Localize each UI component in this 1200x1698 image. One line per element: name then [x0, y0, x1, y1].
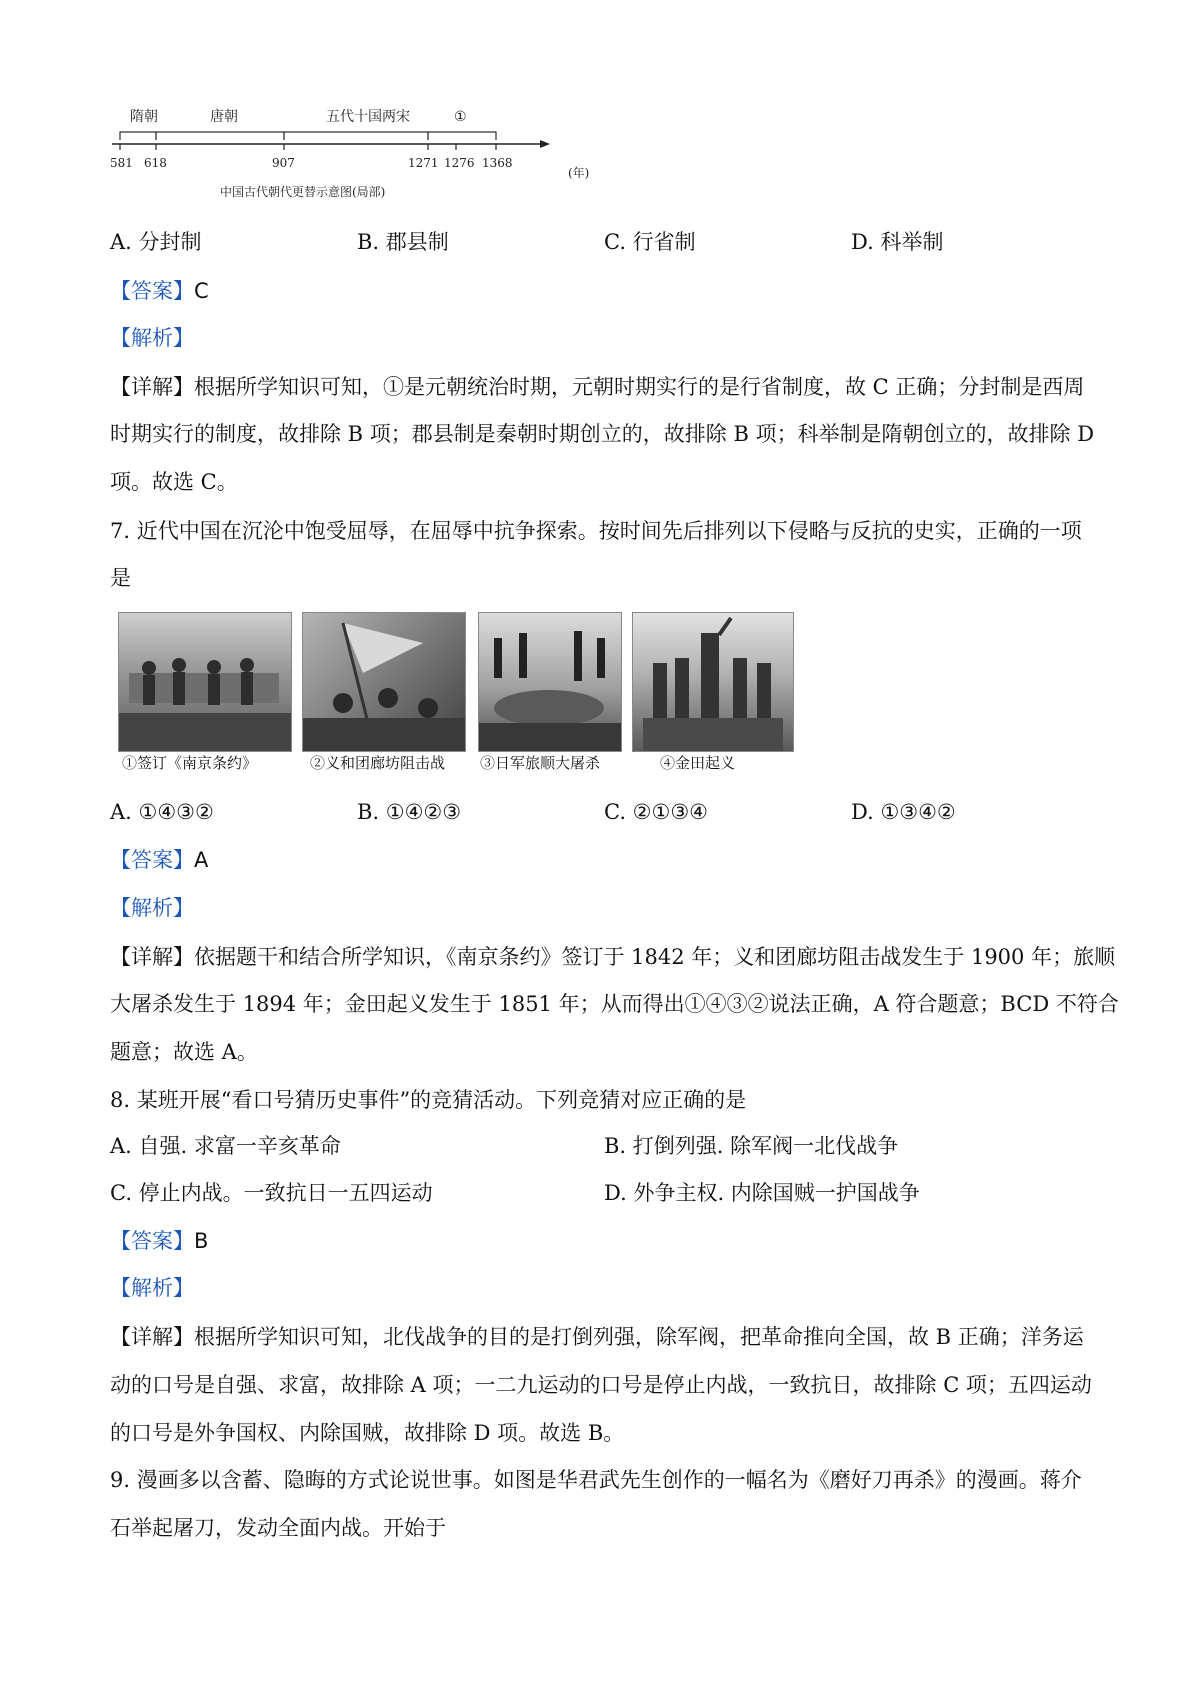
q8-option-c: C. 停止内战。一致抗日一五四运动 — [110, 1181, 433, 1205]
q7-stem-line-2: 是 — [110, 566, 131, 590]
q8-detail-line-3: 的口号是外争国权、内除国贼，故排除 D 项。故选 B。 — [110, 1421, 625, 1445]
photo-nanjing-treaty — [118, 612, 292, 752]
q8-detail-line-2: 动的口号是自强、求富，故排除 A 项；一二九运动的口号是停止内战，一致抗日，故排除 C 项；五四运动 — [110, 1373, 1092, 1397]
q9-stem-line-1: 9. 漫画多以含蓄、隐晦的方式论说世事。如图是华君武先生创作的一幅名为《磨好刀再杀》的漫画。蒋介 — [110, 1468, 1082, 1492]
q7-detail-line-3: 题意；故选 A。 — [110, 1040, 258, 1064]
timeline-ticks — [120, 144, 496, 150]
timeline-caption: 中国古代朝代更替示意图(局部) — [220, 185, 386, 199]
q7-answer — [110, 845, 208, 875]
photo-caption-2: ②义和团廊坊阻击战 — [310, 754, 446, 772]
timeline-period-sui: 隋朝 — [130, 109, 158, 125]
photo-caption-4: ④金田起义 — [660, 754, 736, 772]
q6-detail-line-2: 时期实行的制度，故排除 B 项；郡县制是秦朝时期创立的，故排除 B 项；科举制是隋朝创立的，故排除 D — [110, 422, 1095, 446]
q6-detail-line-1: 【详解】根据所学知识可知，①是元朝统治时期，元朝时期实行的是行省制度，故 C 正确；分封制是西周 — [110, 375, 1085, 399]
q7-option-a: A. ①④③② — [110, 800, 214, 824]
timeline-year-581: 581 — [110, 156, 133, 170]
timeline-year-907: 907 — [272, 156, 295, 170]
q8-stem: 8. 某班开展“看口号猜历史事件”的竞猜活动。下列竞猜对应正确的是 — [110, 1088, 747, 1112]
q6-option-d: D. 科举制 — [851, 230, 944, 254]
answer-value: B — [194, 1229, 209, 1253]
timeline-year-1271: 1271 — [408, 156, 439, 170]
photo-lushun-massacre — [478, 612, 622, 752]
timeline-brackets — [120, 132, 496, 140]
answer-value: A — [194, 848, 209, 872]
photo-caption-3: ③日军旅顺大屠杀 — [480, 754, 601, 772]
answer-label: 【答案】 — [110, 848, 194, 872]
q7-analysis-label: 【解析】 — [110, 896, 194, 920]
q8-option-a: A. 自强. 求富一辛亥革命 — [110, 1134, 341, 1158]
photo-langfang-battle — [302, 612, 466, 752]
q7-detail-line-2: 大屠杀发生于 1894 年；金田起义发生于 1851 年；从而得出①④③②说法正确，A 符合题意；BCD 不符合 — [110, 992, 1119, 1016]
q6-analysis-label: 【解析】 — [110, 326, 194, 350]
q8-analysis-label: 【解析】 — [110, 1276, 194, 1300]
timeline-period-tang: 唐朝 — [210, 109, 238, 125]
q8-option-b: B. 打倒列强. 除军阀一北伐战争 — [604, 1134, 899, 1158]
photo-jintian-uprising — [632, 612, 794, 752]
q7-option-b: B. ①④②③ — [357, 800, 462, 824]
q6-option-b: B. 郡县制 — [357, 230, 449, 254]
q7-option-d: D. ①③④② — [851, 800, 956, 824]
q6-option-c: C. 行省制 — [604, 230, 696, 254]
answer-label: 【答案】 — [110, 279, 194, 303]
timeline-arrow-icon — [540, 140, 550, 148]
q8-option-d: D. 外争主权. 内除国贼一护国战争 — [604, 1181, 920, 1205]
timeline-year-1276: 1276 — [444, 156, 475, 170]
q7-stem-line-1: 7. 近代中国在沉沦中饱受屈辱，在屈辱中抗争探索。按时间先后排列以下侵略与反抗的史实，正确的一项 — [110, 519, 1082, 543]
q9-stem-line-2: 石举起屠刀，发动全面内战。开始于 — [110, 1516, 446, 1540]
q8-detail-line-1: 【详解】根据所学知识可知，北伐战争的目的是打倒列强，除军阀，把革命推向全国，故 B 正确；洋务运 — [110, 1325, 1084, 1349]
answer-value: C — [194, 279, 209, 303]
q7-detail-line-1: 【详解】依据题干和结合所学知识，《南京条约》签订于 1842 年；义和团廊坊阻击战发生于 1900 年；旅顺 — [110, 945, 1116, 969]
q8-answer — [110, 1226, 208, 1256]
timeline-period-unknown: ① — [454, 109, 467, 125]
photo-caption-1: ①签订《南京条约》 — [122, 754, 258, 772]
timeline-year-618: 618 — [144, 156, 167, 170]
timeline-year-1368: 1368 — [482, 156, 513, 170]
dynasty-timeline — [108, 100, 628, 215]
q6-option-a: A. 分封制 — [110, 230, 202, 254]
q7-option-c: C. ②①③④ — [604, 800, 708, 824]
timeline-unit: (年) — [568, 166, 590, 180]
q6-answer — [110, 276, 209, 306]
timeline-period-wudai-song: 五代十国两宋 — [326, 109, 410, 125]
q6-detail-line-3: 项。故选 C。 — [110, 470, 238, 494]
answer-label: 【答案】 — [110, 1229, 194, 1253]
